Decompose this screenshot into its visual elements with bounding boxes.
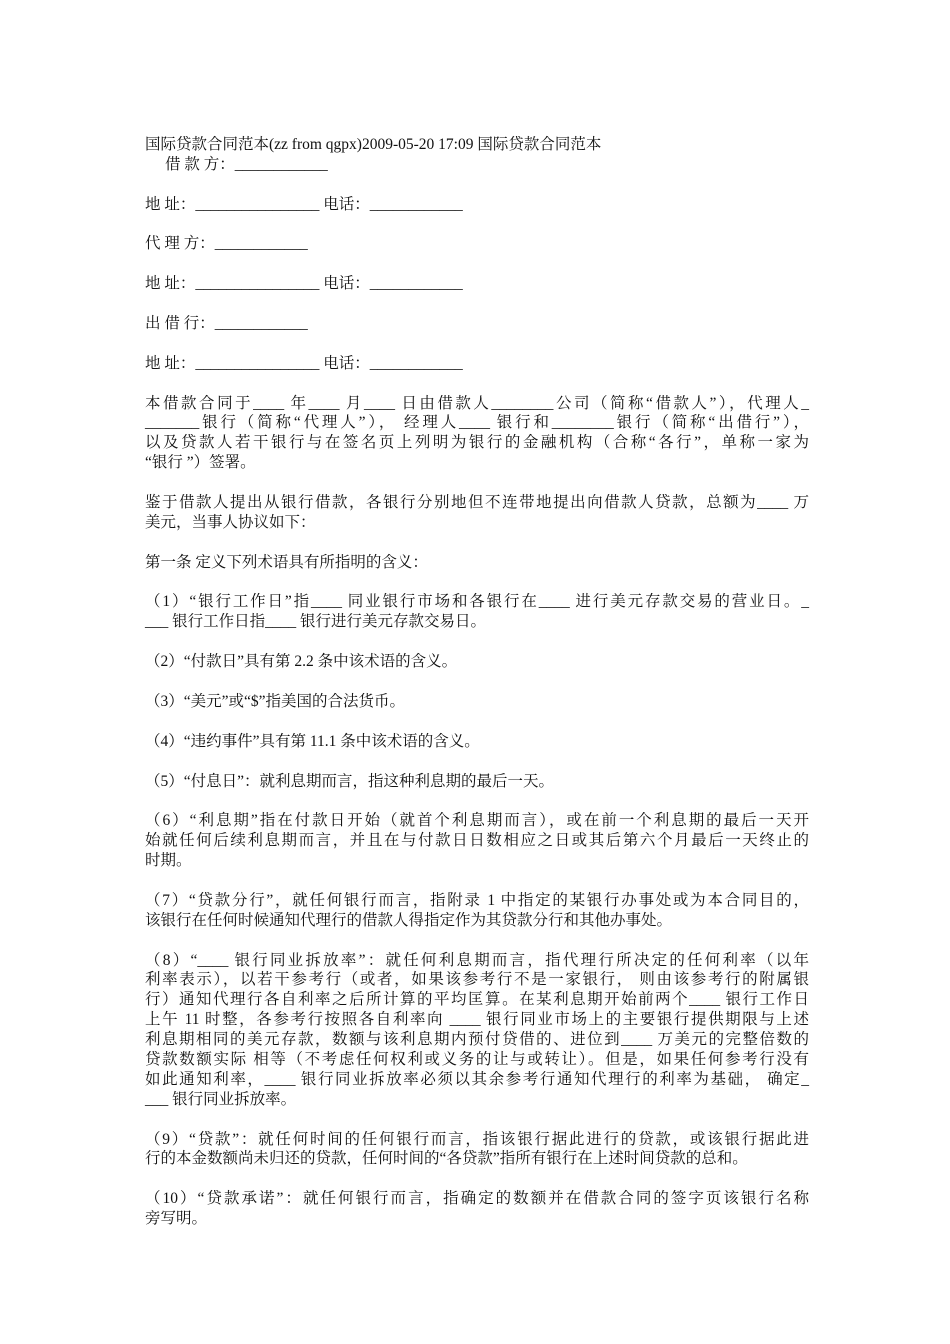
paragraph	[145, 652, 809, 672]
paragraph-line: 行的本金数额尚未归还的贷款，任何时间的“各贷款”指所有银行在上述时间贷款的总和。	[145, 1150, 748, 1168]
paragraph-line: （6）“利息期”指在付款日开始（就首个利息期而言），或在前一个利息期的最后一天开	[145, 812, 809, 830]
paragraph	[145, 951, 809, 1110]
paragraph-line: （4）“违约事件”具有第 11.1 条中该术语的含义。	[145, 732, 480, 750]
paragraph-line: 上午 11 时整，各参考行按照各自利率向 ____ 银行同业市场上的主要银行提供期限与上述	[145, 1011, 809, 1029]
party-line: 地 址：________________ 电话：____________	[145, 195, 463, 213]
party-line: 出 借 行：____________	[145, 315, 308, 333]
paragraph-line: 利率表示），以若干参考行（或者，如果该参考行不是一家银行， 则由该参考行的附属银	[145, 971, 809, 989]
paragraph	[145, 394, 809, 474]
paragraph-line: ___ 银行工作日指____ 银行进行美元存款交易日。	[145, 613, 487, 631]
paragraph	[145, 772, 809, 792]
paragraph-line: 第一条 定义下列术语具有所指明的含义：	[145, 553, 428, 571]
paragraph	[145, 493, 809, 533]
paragraph-line: （9）“贷款”：就任何时间的任何银行而言，指该银行据此进行的贷款，或该银行据此进	[145, 1130, 809, 1148]
paragraph-line: ___ 银行同业拆放率。	[145, 1090, 297, 1108]
paragraph-line: （2）“付款日”具有第 2.2 条中该术语的含义。	[145, 653, 458, 671]
paragraph	[145, 732, 809, 752]
paragraph-line: “银行 ”）签署。	[145, 454, 256, 472]
paragraph-line: 本借款合同于____ 年____ 月____ 日由借款人________公司（简称“借款人”），代理人_	[145, 394, 809, 412]
paragraph	[145, 811, 809, 871]
paragraph-line: 时期。	[145, 852, 192, 870]
paragraph-line: 美元，当事人协议如下：	[145, 513, 316, 531]
paragraph-line: （5）“付息日”：就利息期而言，指这种利息期的最后一天。	[145, 772, 555, 790]
paragraph-line: 如此通知利率，____ 银行同业拆放率必须以其余参考行通知代理行的利率为基础， 确定_	[145, 1070, 809, 1088]
paragraph-line: 行）通知代理行各自利率之后所计算的平均匡算。在某利息期开始前两个____ 银行工作日	[145, 991, 809, 1009]
party-line: 地 址：________________ 电话：____________	[145, 275, 463, 293]
contract-paragraphs	[145, 394, 809, 1229]
paragraph-line: （3）“美元”或“$”指美国的合法货币。	[145, 692, 406, 710]
document-title-line: 国际贷款合同范本(zz from qgpx)2009-05-20 17:09 国际贷款合同范本	[145, 136, 602, 153]
paragraph-line: 贷款数额实际 相等（不考虑任何权利或义务的让与或转让）。但是，如果任何参考行没有	[145, 1050, 809, 1068]
borrower-line: 借 款 方：____________	[165, 155, 328, 173]
paragraph-line: （1）“银行工作日”指____ 同业银行市场和各银行在____ 进行美元存款交易的营业日。_	[145, 593, 809, 611]
paragraph	[145, 891, 809, 931]
paragraph-line: 以及贷款人若干银行与在签名页上列明为银行的金融机构（合称“各行”，单称一家为	[145, 434, 809, 452]
paragraph	[145, 592, 809, 632]
paragraph	[145, 692, 809, 712]
paragraph-line: （7）“贷款分行”，就任何银行而言，指附录 1 中指定的某银行办事处或为本合同目的，	[145, 891, 809, 909]
party-line: 代 理 方：____________	[145, 235, 308, 253]
paragraph	[145, 1130, 809, 1170]
party-line: 地 址：________________ 电话：____________	[145, 354, 463, 372]
paragraph-line: _______银行（简称“代理人”）， 经理人____ 银行和________银行（简称“出借行”），	[145, 414, 809, 432]
document-body	[145, 135, 809, 1249]
paragraph-line: 旁写明。	[145, 1210, 208, 1228]
paragraph-line: 利息期相同的美元存款，数额与该利息期内预付贷借的、进位到____ 万美元的完整倍数的	[145, 1031, 809, 1049]
paragraph	[145, 553, 809, 573]
paragraph-line: （8）“____ 银行同业拆放率”：就任何利息期而言，指代理行所决定的任何利率（以年	[145, 951, 809, 969]
paragraph-line: （10）“贷款承诺”：就任何银行而言，指确定的数额并在借款合同的签字页该银行名称	[145, 1190, 809, 1208]
paragraph	[145, 1189, 809, 1229]
parties-block	[145, 195, 809, 374]
paragraph-line: 该银行在任何时候通知代理行的借款人得指定作为其贷款分行和其他办事处。	[145, 911, 673, 929]
paragraph-line: 始就任何后续利息期而言，并且在与付款日日数相应之日或其后第六个月最后一天终止的	[145, 832, 809, 850]
paragraph-line: 鉴于借款人提出从银行借款，各银行分别地但不连带地提出向借款人贷款，总额为____ 万	[145, 494, 809, 512]
